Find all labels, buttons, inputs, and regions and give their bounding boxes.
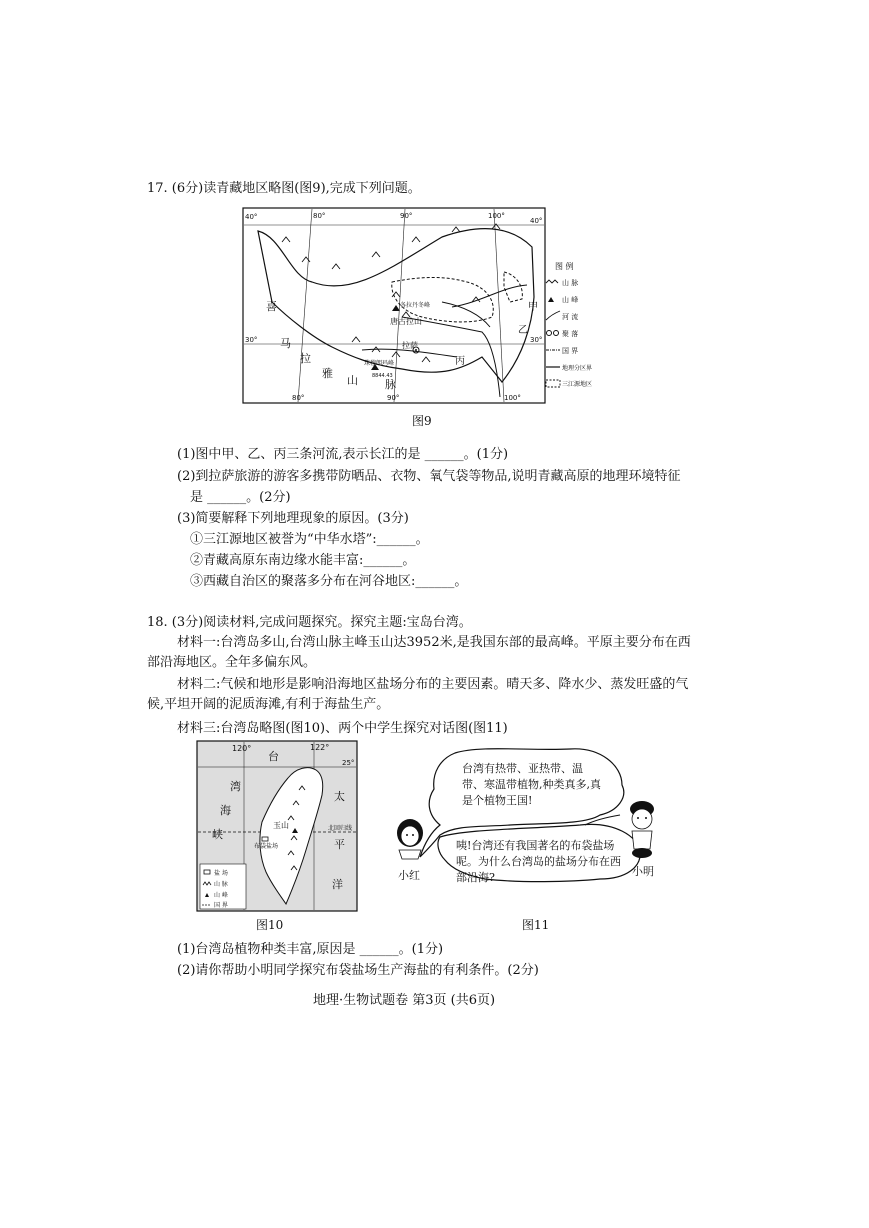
peak-label: 玉山 — [273, 821, 289, 830]
q18-sub2: (2)请你帮助小明同学探究布袋盐场生产海盐的有利条件。(2分) — [177, 963, 539, 978]
q17-title: 17. (6分)读青藏地区略图(图9),完成下列问题。 — [147, 181, 421, 196]
lon-label: 80° — [292, 394, 305, 402]
q18-material1: 材料一:台湾岛多山,台湾山脉主峰玉山达3952米,是我国东部的最高峰。平原主要分布在西部沿海地区。全年多偏东风。 — [147, 635, 691, 670]
fig11-caption: 图11 — [522, 918, 550, 932]
sea-label: 海 — [220, 804, 231, 817]
ocean-label: 太 — [334, 790, 345, 803]
peak-label: 珠穆朗玛峰 — [364, 360, 395, 367]
speech-bubble-text: 台湾有热带、亚热带、温带、寒温带植物,种类真多,真是个植物王国! — [462, 762, 601, 807]
q17-sub3: (3)简要解释下列地理现象的原因。(3分) — [177, 511, 409, 526]
q18-material3: 材料三:台湾岛略图(图10)、两个中学生探究对话图(图11) — [177, 721, 508, 736]
legend-label: 河 流 — [562, 313, 579, 321]
speech-bubble-text: 咦!台湾还有我国著名的布袋盐场呢。为什么台湾岛的盐场分布在西部沿海? — [456, 839, 621, 884]
mountain-label: 唐古拉山 — [390, 317, 422, 326]
sea-label: 峡 — [212, 828, 223, 841]
q17-sub2-line1: (2)到拉萨旅游的游客多携带防晒品、衣物、氧气袋等物品,说明青藏高原的地理环境特征 — [177, 469, 681, 484]
girl-name: 小红 — [398, 869, 420, 882]
lon-label: 122° — [310, 743, 330, 752]
place-label: 马 — [280, 337, 291, 350]
river-label: 乙 — [518, 325, 528, 336]
q17-sub2-line2: 是 ______。(2分) — [190, 490, 291, 505]
place-label: 雅 — [322, 367, 333, 380]
salt-field-label: 布袋盐场 — [254, 843, 279, 850]
legend-label: 山 峰 — [562, 296, 579, 304]
peak-label: 各拉丹冬峰 — [400, 302, 431, 309]
lat-label: 25° — [342, 759, 355, 767]
lon-label: 90° — [387, 394, 400, 402]
city-label: 拉萨 — [402, 341, 418, 350]
q17-sub1: (1)图中甲、乙、丙三条河流,表示长江的是 ______。(1分) — [177, 447, 509, 462]
dialogue-figure — [390, 745, 670, 910]
lon-label: 120° — [232, 744, 252, 753]
legend-label: 山 脉 — [214, 881, 228, 888]
legend-label: 盐 场 — [214, 870, 228, 877]
legend-label: 山 峰 — [214, 892, 228, 899]
q17-sub3-item: ②青藏高原东南边缘水能丰富:______。 — [190, 553, 416, 568]
place-label: 喜 — [266, 300, 277, 313]
ocean-label: 洋 — [332, 878, 343, 891]
river-label: 丙 — [455, 356, 465, 367]
lon-label: 80° — [313, 212, 326, 220]
fig9-caption: 图9 — [412, 414, 432, 428]
ocean-label: 平 — [334, 838, 345, 851]
legend-label: 地理分区界 — [562, 365, 593, 372]
lat-label: 30° — [530, 336, 543, 344]
q18-title: 18. (3分)阅读材料,完成问题探究。探究主题:宝岛台湾。 — [147, 615, 472, 630]
tropic-label: 北回归线 — [328, 825, 353, 832]
lat-label: 40° — [530, 217, 543, 225]
sea-label: 台 — [268, 750, 279, 763]
sea-label: 湾 — [230, 780, 241, 793]
q18-material2: 材料二:气候和地形是影响沿海地区盐场分布的主要因素。晴天多、降水少、蒸发旺盛的气候,平坦开阔的泥质海滩,有利于海盐生产。 — [147, 677, 689, 712]
river-label: 甲 — [528, 302, 538, 313]
place-label: 脉 — [385, 378, 396, 391]
lat-label: 30° — [245, 336, 258, 344]
legend-label: 国 界 — [562, 347, 579, 355]
legend-title: 图 例 — [555, 262, 574, 271]
legend-label: 聚 落 — [562, 330, 579, 338]
q17-sub3-item: ①三江源地区被誉为“中华水塔”:______。 — [190, 532, 429, 547]
qinghai-tibet-map — [242, 207, 602, 405]
fig10-caption: 图10 — [256, 918, 284, 932]
legend-label: 三江源地区 — [562, 381, 593, 388]
taiwan-map — [196, 740, 358, 912]
page-footer: 地理·生物试题卷 第3页 (共6页) — [313, 993, 496, 1008]
q17-sub3-item: ③西藏自治区的聚落多分布在河谷地区:______。 — [190, 574, 468, 589]
legend-label: 山 脉 — [562, 279, 579, 287]
boy-name: 小明 — [632, 865, 654, 878]
lon-label: 90° — [400, 212, 413, 220]
lon-label: 100° — [504, 394, 521, 402]
lat-label: 40° — [245, 213, 258, 221]
place-label: 拉 — [300, 352, 311, 365]
q18-sub1: (1)台湾岛植物种类丰富,原因是 ______。(1分) — [177, 942, 444, 957]
place-label: 山 — [347, 374, 358, 387]
lon-label: 100° — [488, 212, 505, 220]
legend-label: 国 界 — [214, 902, 228, 909]
peak-elevation: 8844.43 — [372, 373, 393, 379]
